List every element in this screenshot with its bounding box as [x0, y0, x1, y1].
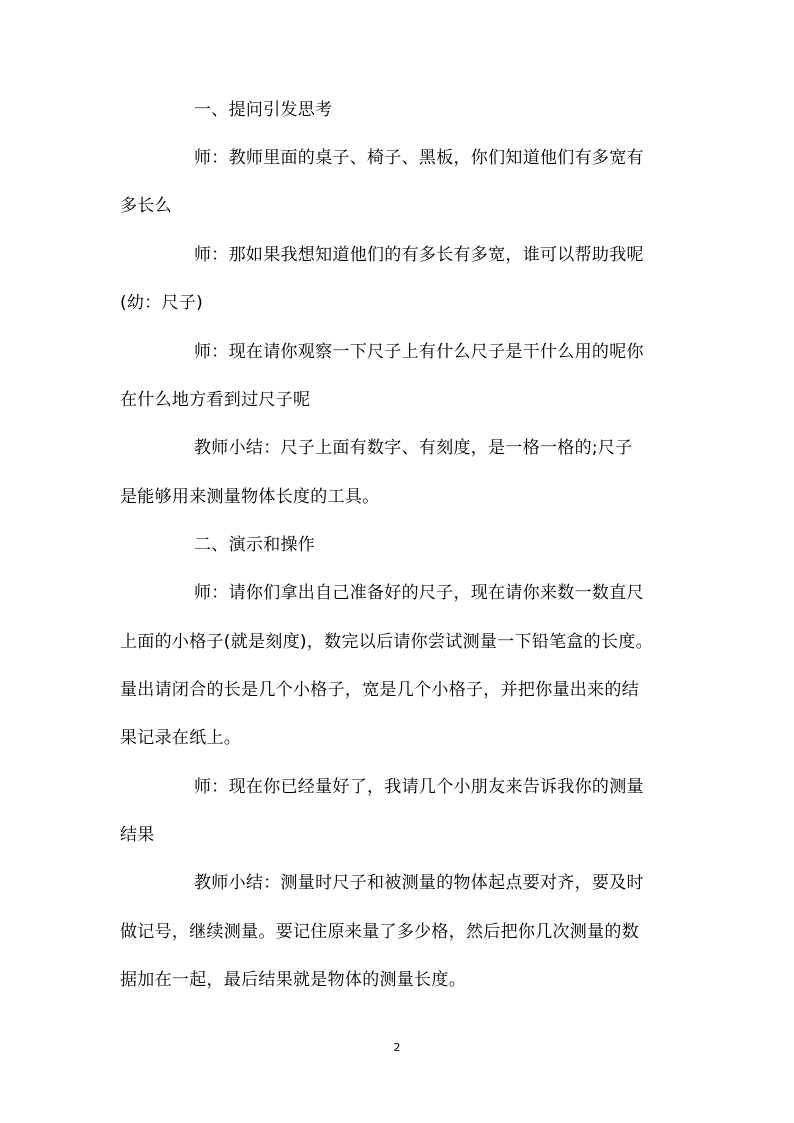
paragraph-line: 教师小结：测量时尺子和被测量的物体起点要对齐，要及时: [194, 873, 644, 893]
paragraph-line: 多长么: [120, 196, 172, 216]
paragraph-line: 师：教师里面的桌子、椅子、黑板，你们知道他们有多宽有: [194, 148, 644, 168]
section-heading-1: 一、提问引发思考: [194, 100, 333, 120]
paragraph-line: 结果: [120, 825, 155, 845]
paragraph-line: 教师小结：尺子上面有数字、有刻度，是一格一格的;尺子: [194, 438, 633, 458]
paragraph-line: 做记号，继续测量。要记住原来量了多少格，然后把你几次测量的数: [120, 922, 639, 942]
paragraph-line: 是能够用来测量物体长度的工具。: [120, 487, 380, 507]
page-number: 2: [393, 1041, 401, 1054]
paragraph-line: 师：请你们拿出自己准备好的尺子，现在请你来数一数直尺: [194, 583, 644, 603]
paragraph-line: (幼：尺子): [120, 293, 204, 313]
paragraph-line: 上面的小格子(就是刻度)，数完以后请你尝试测量一下铅笔盒的长度。: [120, 632, 653, 652]
paragraph-line: 果记录在纸上。: [120, 728, 242, 748]
paragraph-line: 量出请闭合的长是几个小格子，宽是几个小格子，并把你量出来的结: [120, 680, 639, 700]
paragraph-line: 据加在一起，最后结果就是物体的测量长度。: [120, 970, 466, 990]
paragraph-line: 师：现在请你观察一下尺子上有什么尺子是干什么用的呢你: [194, 342, 644, 362]
section-heading-2: 二、演示和操作: [194, 535, 316, 555]
paragraph-line: 师：那如果我想知道他们的有多长有多宽，谁可以帮助我呢: [194, 245, 644, 265]
paragraph-line: 在什么地方看到过尺子呢: [120, 390, 311, 410]
paragraph-line: 师：现在你已经量好了，我请几个小朋友来告诉我你的测量: [194, 777, 644, 797]
